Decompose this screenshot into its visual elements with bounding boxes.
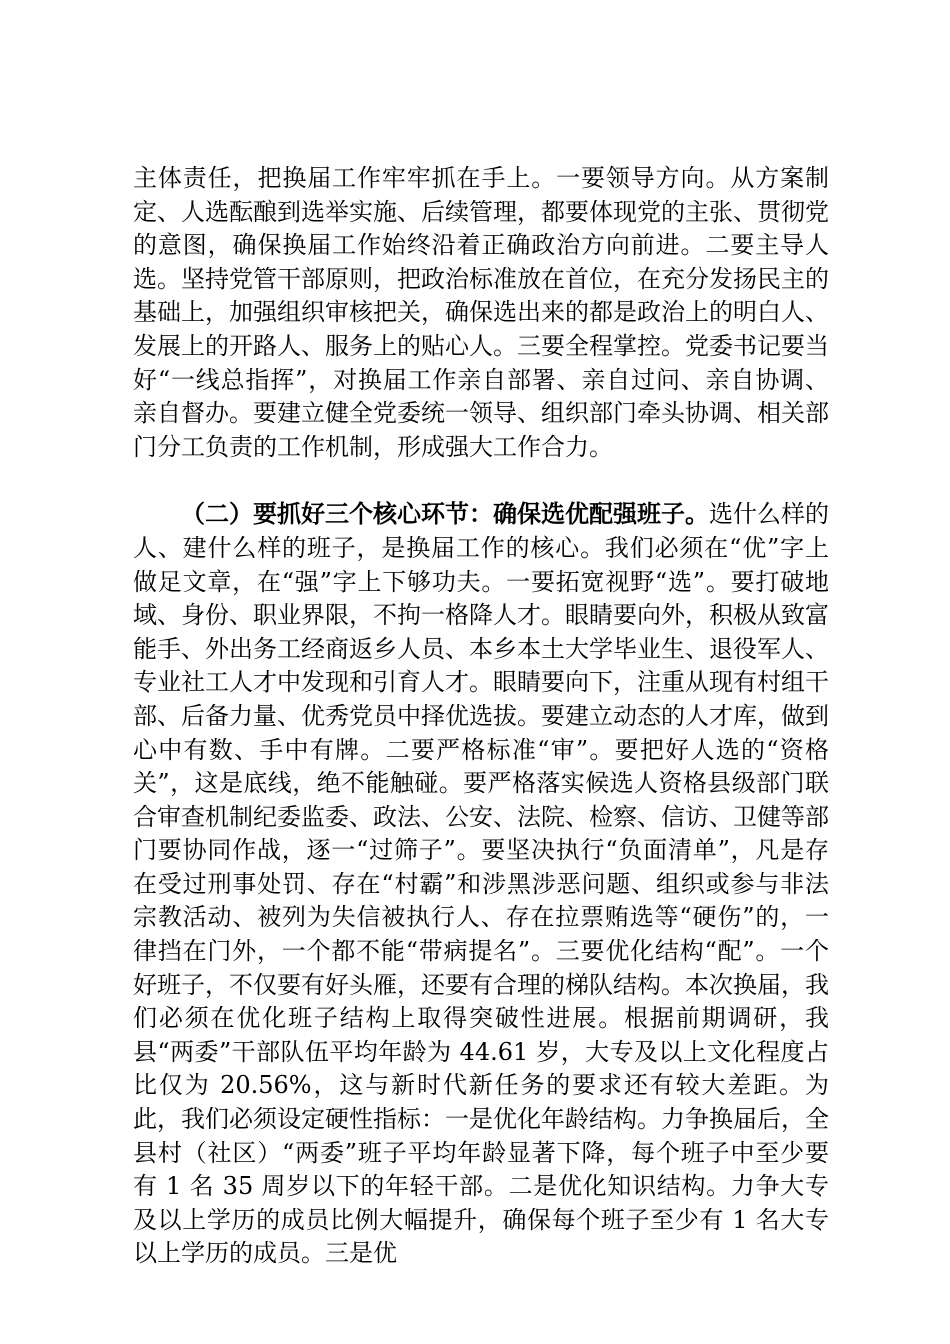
document-page [133, 162, 829, 1271]
section-heading: （二）要抓好三个核心环节：确保选优配强班子。 [181, 499, 709, 529]
paragraph-1 [133, 162, 829, 464]
paragraph-1-body: 主体责任，把换届工作牢牢抓在手上。一要领导方向。从方案制定、人选酝酿到选举实施、后续管理，都要体现党的主张、贯彻党的意图，确保换届工作始终沿着正确政治方向前进。二要主导人选。坚持党管干部原则，把政治标准放在首位，在充分发扬民主的基础上，加强组织审核把关，确保选出来的都是政治上的明白人、发展上的开路人、服务上的贴心人。三要全程掌控。党委书记要当好“一线总指挥”，对换届工作亲自部署、亲自过问、亲自协调、亲自督办。要建立健全党委统一领导、组织部门牵头协调、相关部门分工负责的工作机制，形成强大工作合力。 [133, 164, 829, 461]
paragraph-2 [133, 497, 829, 1271]
paragraph-2-body: 选什么样的人、建什么样的班子，是换届工作的核心。我们必须在“优”字上做足文章，在“强”字上下够功夫。一要拓宽视野“选”。要打破地域、身份、职业界限，不拘一格降人才。眼睛要向外，积极从致富能手、外出务工经商返乡人员、本乡本土大学毕业生、退役军人、专业社工人才中发现和引育人才。眼睛要向下，注重从现有村组干部、后备力量、优秀党员中择优选拔。要建立动态的人才库，做到心中有数、手中有牌。二要严格标准“审”。要把好人选的“资格关”，这是底线，绝不能触碰。要严格落实候选人资格县级部门联合审查机制纪委监委、政法、公安、法院、检察、信访、卫健等部门要协同作战，逐一“过筛子”。要坚决执行“负面清单”，凡是存在受过刑事处罚、存在“村霸”和涉黑涉恶问题、组织或参与非法宗教活动、被列为失信被执行人、存在拉票贿选等“硬伤”的，一律挡在门外，一个都不能“带病提名”。三要优化结构“配”。一个好班子，不仅要有好头雁，还要有合理的梯队结构。本次换届，我们必须在优化班子结构上取得突破性进展。根据前期调研，我县“两委”干部队伍平均年龄为 44.61 岁，大专及以上文化程度占比仅为 20.56%，这与新时代新任务的要求还有较大差距。为此，我们必须设定硬性指标：一是优化年龄结构。力争换届后，全县村（社区）“两委”班子平均年龄显著下降，每个班子中至少要有 1 名 35 周岁以下的年轻干部。二是优化知识结构。力争大专及以上学历的成员比例大幅提升，确保每个班子至少有 1 名大专以上学历的成员。三是优 [133, 500, 829, 1268]
